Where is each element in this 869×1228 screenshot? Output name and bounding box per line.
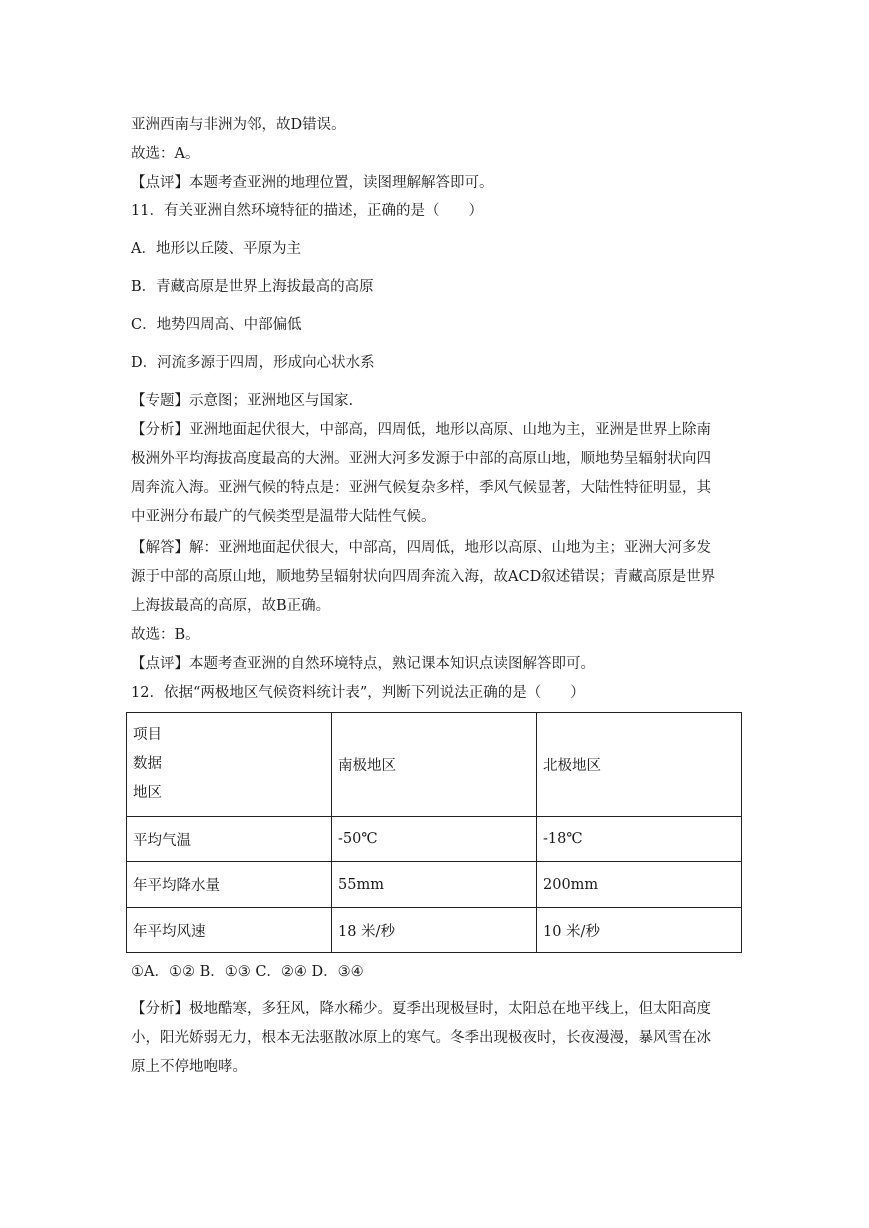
table-cell: 200mm <box>537 862 742 908</box>
choice-line: 故选：B。 <box>131 627 200 643</box>
table-header-row <box>127 713 742 817</box>
paragraph-line: 小，阳光娇弱无力，根本无法驱散冰原上的寒气。冬季出现极夜时，长夜漫漫，暴风雪在冰 <box>131 1030 711 1046</box>
question-12: 12．依据“两极地区气候资料统计表”，判断下列说法正确的是（ ） <box>131 685 585 701</box>
table-header-cell <box>127 713 332 817</box>
table-cell: -18℃ <box>537 817 742 862</box>
header-label: 地区 <box>133 785 162 801</box>
comment-line: 【点评】本题考查亚洲的地理位置，读图理解解答即可。 <box>131 175 494 191</box>
paragraph-line: 【分析】极地酷寒，多狂风，降水稀少。夏季出现极昼时，太阳总在地平线上，但太阳高度 <box>131 1001 711 1017</box>
paragraph-line: 中亚洲分布最广的气候类型是温带大陆性气候。 <box>131 509 436 525</box>
question-11: 11．有关亚洲自然环境特征的描述，正确的是（ ） <box>131 203 483 219</box>
option-d: D．河流多源于四周，形成向心状水系 <box>131 355 375 371</box>
topic-line: 【专题】示意图；亚洲地区与国家. <box>131 393 354 409</box>
table-cell: 平均气温 <box>127 817 332 862</box>
paragraph-line: 周奔流入海。亚洲气候的特点是：亚洲气候复杂多样，季风气候显著，大陆性特征明显，其 <box>131 480 711 496</box>
analysis-11 <box>131 416 743 532</box>
table-row <box>127 862 742 908</box>
table-cell: 55mm <box>332 862 537 908</box>
paragraph-line: 极洲外平均海拔高度最高的大洲。亚洲大河多发源于中部的高原山地，顺地势呈辐射状向四 <box>131 451 711 467</box>
paragraph-line: 【分析】亚洲地面起伏很大，中部高，四周低，地形以高原、山地为主，亚洲是世界上除南 <box>131 422 711 438</box>
table-row <box>127 908 742 953</box>
table-cell: 18 米/秒 <box>332 908 537 953</box>
option-a: A．地形以丘陵、平原为主 <box>131 241 301 257</box>
table-cell: -50℃ <box>332 817 537 862</box>
option-b: B．青藏高原是世界上海拔最高的高原 <box>131 279 374 295</box>
answer-11 <box>131 534 743 621</box>
paragraph-line: 上海拔最高的高原，故B正确。 <box>131 598 331 614</box>
comment-line: 【点评】本题考查亚洲的自然环境特点，熟记课本知识点读图解答即可。 <box>131 656 595 672</box>
paragraph-line: 原上不停地咆哮。 <box>131 1059 247 1075</box>
text-line: 故选：A。 <box>131 146 200 162</box>
climate-table <box>126 712 742 953</box>
table-row <box>127 817 742 862</box>
options-12: ①A．①② B．①③ C．②④ D．③④ <box>131 964 364 980</box>
table-header-cell: 北极地区 <box>537 713 742 817</box>
paragraph-line: 源于中部的高原山地，顺地势呈辐射状向四周奔流入海，故ACD叙述错误；青藏高原是世界 <box>131 569 716 585</box>
analysis-12 <box>131 995 743 1082</box>
option-c: C．地势四周高、中部偏低 <box>131 317 302 333</box>
header-label: 项目 <box>133 727 162 743</box>
table-cell: 年平均降水量 <box>127 862 332 908</box>
header-label: 数据 <box>133 756 162 772</box>
paragraph-line: 【解答】解：亚洲地面起伏很大，中部高，四周低，地形以高原、山地为主；亚洲大河多发 <box>131 540 711 556</box>
text-line: 亚洲西南与非洲为邻，故D错误。 <box>131 117 346 133</box>
table-header-cell: 南极地区 <box>332 713 537 817</box>
table-cell: 年平均风速 <box>127 908 332 953</box>
table-cell: 10 米/秒 <box>537 908 742 953</box>
